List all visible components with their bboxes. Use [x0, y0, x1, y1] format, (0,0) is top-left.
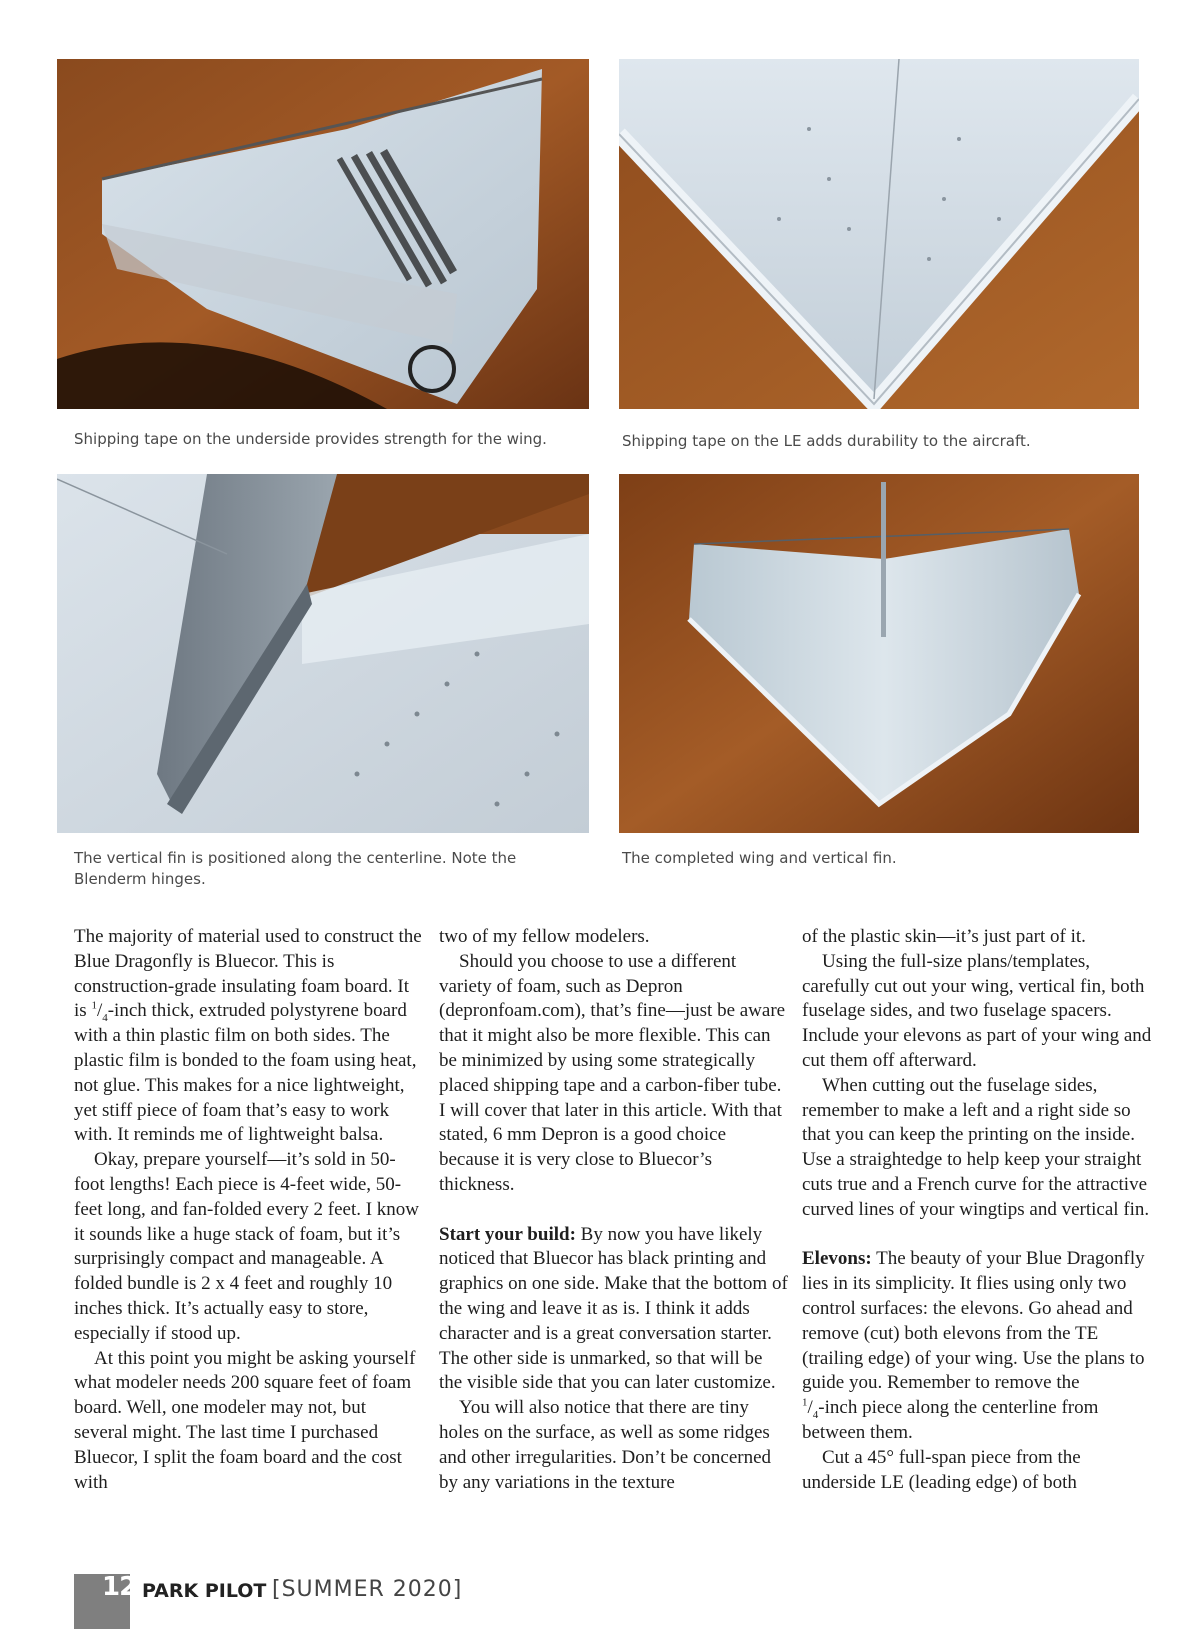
underside-tape-photo — [57, 59, 589, 409]
paragraph: of the plastic skin—it’s just part of it. — [802, 926, 1086, 947]
underside-tape-caption: Shipping tape on the underside provides strength for the wing. — [74, 430, 547, 448]
magazine-title: PARK PILOT — [142, 1580, 267, 1602]
article-column-1 — [74, 925, 424, 1495]
paragraph: The majority of material used to construct the Blue Dragonfly is Bluecor. This is construction-grade insulating foam board. It is $^1/_4$-inch thick, extruded polystyrene board with a thin plastic film on both sides. The plastic film is bonded to the foam using heat, not glue. This makes for a nice lightweight, yet stiff piece of foam that’s easy to work with. It reminds me of lightweight balsa. — [74, 926, 422, 1146]
paragraph: When cutting out the fuselage sides, remember to make a left and a right side so that you can keep the printing on the inside. Use a straightedge to help keep your straight cuts true and a French curve for the attractive curved lines of your wingtips and vertical fin. — [802, 1074, 1150, 1220]
leading-edge-tape-caption: Shipping tape on the LE adds durability to the aircraft. — [622, 432, 1031, 450]
paragraph: Okay, prepare yourself—it’s sold in 50-foot lengths! Each piece is 4-feet wide, 50-feet long, and fan-folded every 2 feet. I know it sounds like a huge stack of foam, but it’s surprisingly compact and manageable. A folded bundle is 2 x 4 feet and roughly 10 inches thick. It’s actually easy to store, especially if stood up. — [74, 1149, 420, 1344]
subhead-start-your-build: Start your build: — [439, 1223, 576, 1245]
completed-wing-photo — [619, 474, 1139, 833]
paragraph: Cut a 45° full-span piece from the underside LE (leading edge) of both — [802, 1446, 1081, 1493]
article-column-3 — [802, 925, 1152, 1495]
paragraph: At this point you might be asking yourself what modeler needs 200 square feet of foam board. Well, one modeler may not, but several might. The last time I purchased Bluecor, I split the foam board and the cost with — [74, 1347, 416, 1493]
vertical-fin-photo — [57, 474, 589, 833]
paragraph: Using the full-size plans/templates, carefully cut out your wing, vertical fin, both fuselage sides, and two fuselage spacers. Include your elevons as part of your wing and cut them off afterward. — [802, 950, 1152, 1071]
completed-wing-caption: The completed wing and vertical fin. — [622, 849, 897, 867]
paragraph: Should you choose to use a different variety of foam, such as Depron (depronfoam.com), that’s fine—just be aware that it might also be more flexible. This can be minimized by using some strategically placed shipping tape and a carbon-fiber tube. I will cover that later in this article. With that stated, 6 mm Depron is a good choice because it is very close to Bluecor’s thickness. — [439, 950, 786, 1195]
vertical-fin-caption: The vertical fin is positioned along the centerline. Note the Blenderm hinges. — [74, 849, 517, 888]
subhead-elevons: Elevons: — [802, 1248, 872, 1270]
paragraph: Start your build: By now you have likely noticed that Bluecor has black printing and graphics on one side. Make that the bottom of the wing and leave it as is. I think it adds character and is a great conversation starter. The other side is unmarked, so that will be the visible side that you can later customize. — [439, 1223, 788, 1394]
paragraph: You will also notice that there are tiny holes on the surface, as well as some ridges and other irregularities. Don’t be concerned by any variations in the texture — [439, 1397, 772, 1493]
issue-label: [SUMMER 2020] — [272, 1577, 463, 1602]
paragraph: Elevons: The beauty of your Blue Dragonfly lies in its simplicity. It flies using only two control surfaces: the elevons. Go ahead and remove (cut) both elevons from the TE (trailing edge) of your wing. Use the plans to guide you. Remember to remove the $^1/_4$-inch piece along the centerline from between them. — [802, 1248, 1145, 1443]
page-number: 12 — [102, 1572, 137, 1602]
leading-edge-tape-photo — [619, 59, 1139, 409]
article-column-2 — [439, 925, 789, 1495]
paragraph: two of my fellow modelers. — [439, 926, 650, 947]
